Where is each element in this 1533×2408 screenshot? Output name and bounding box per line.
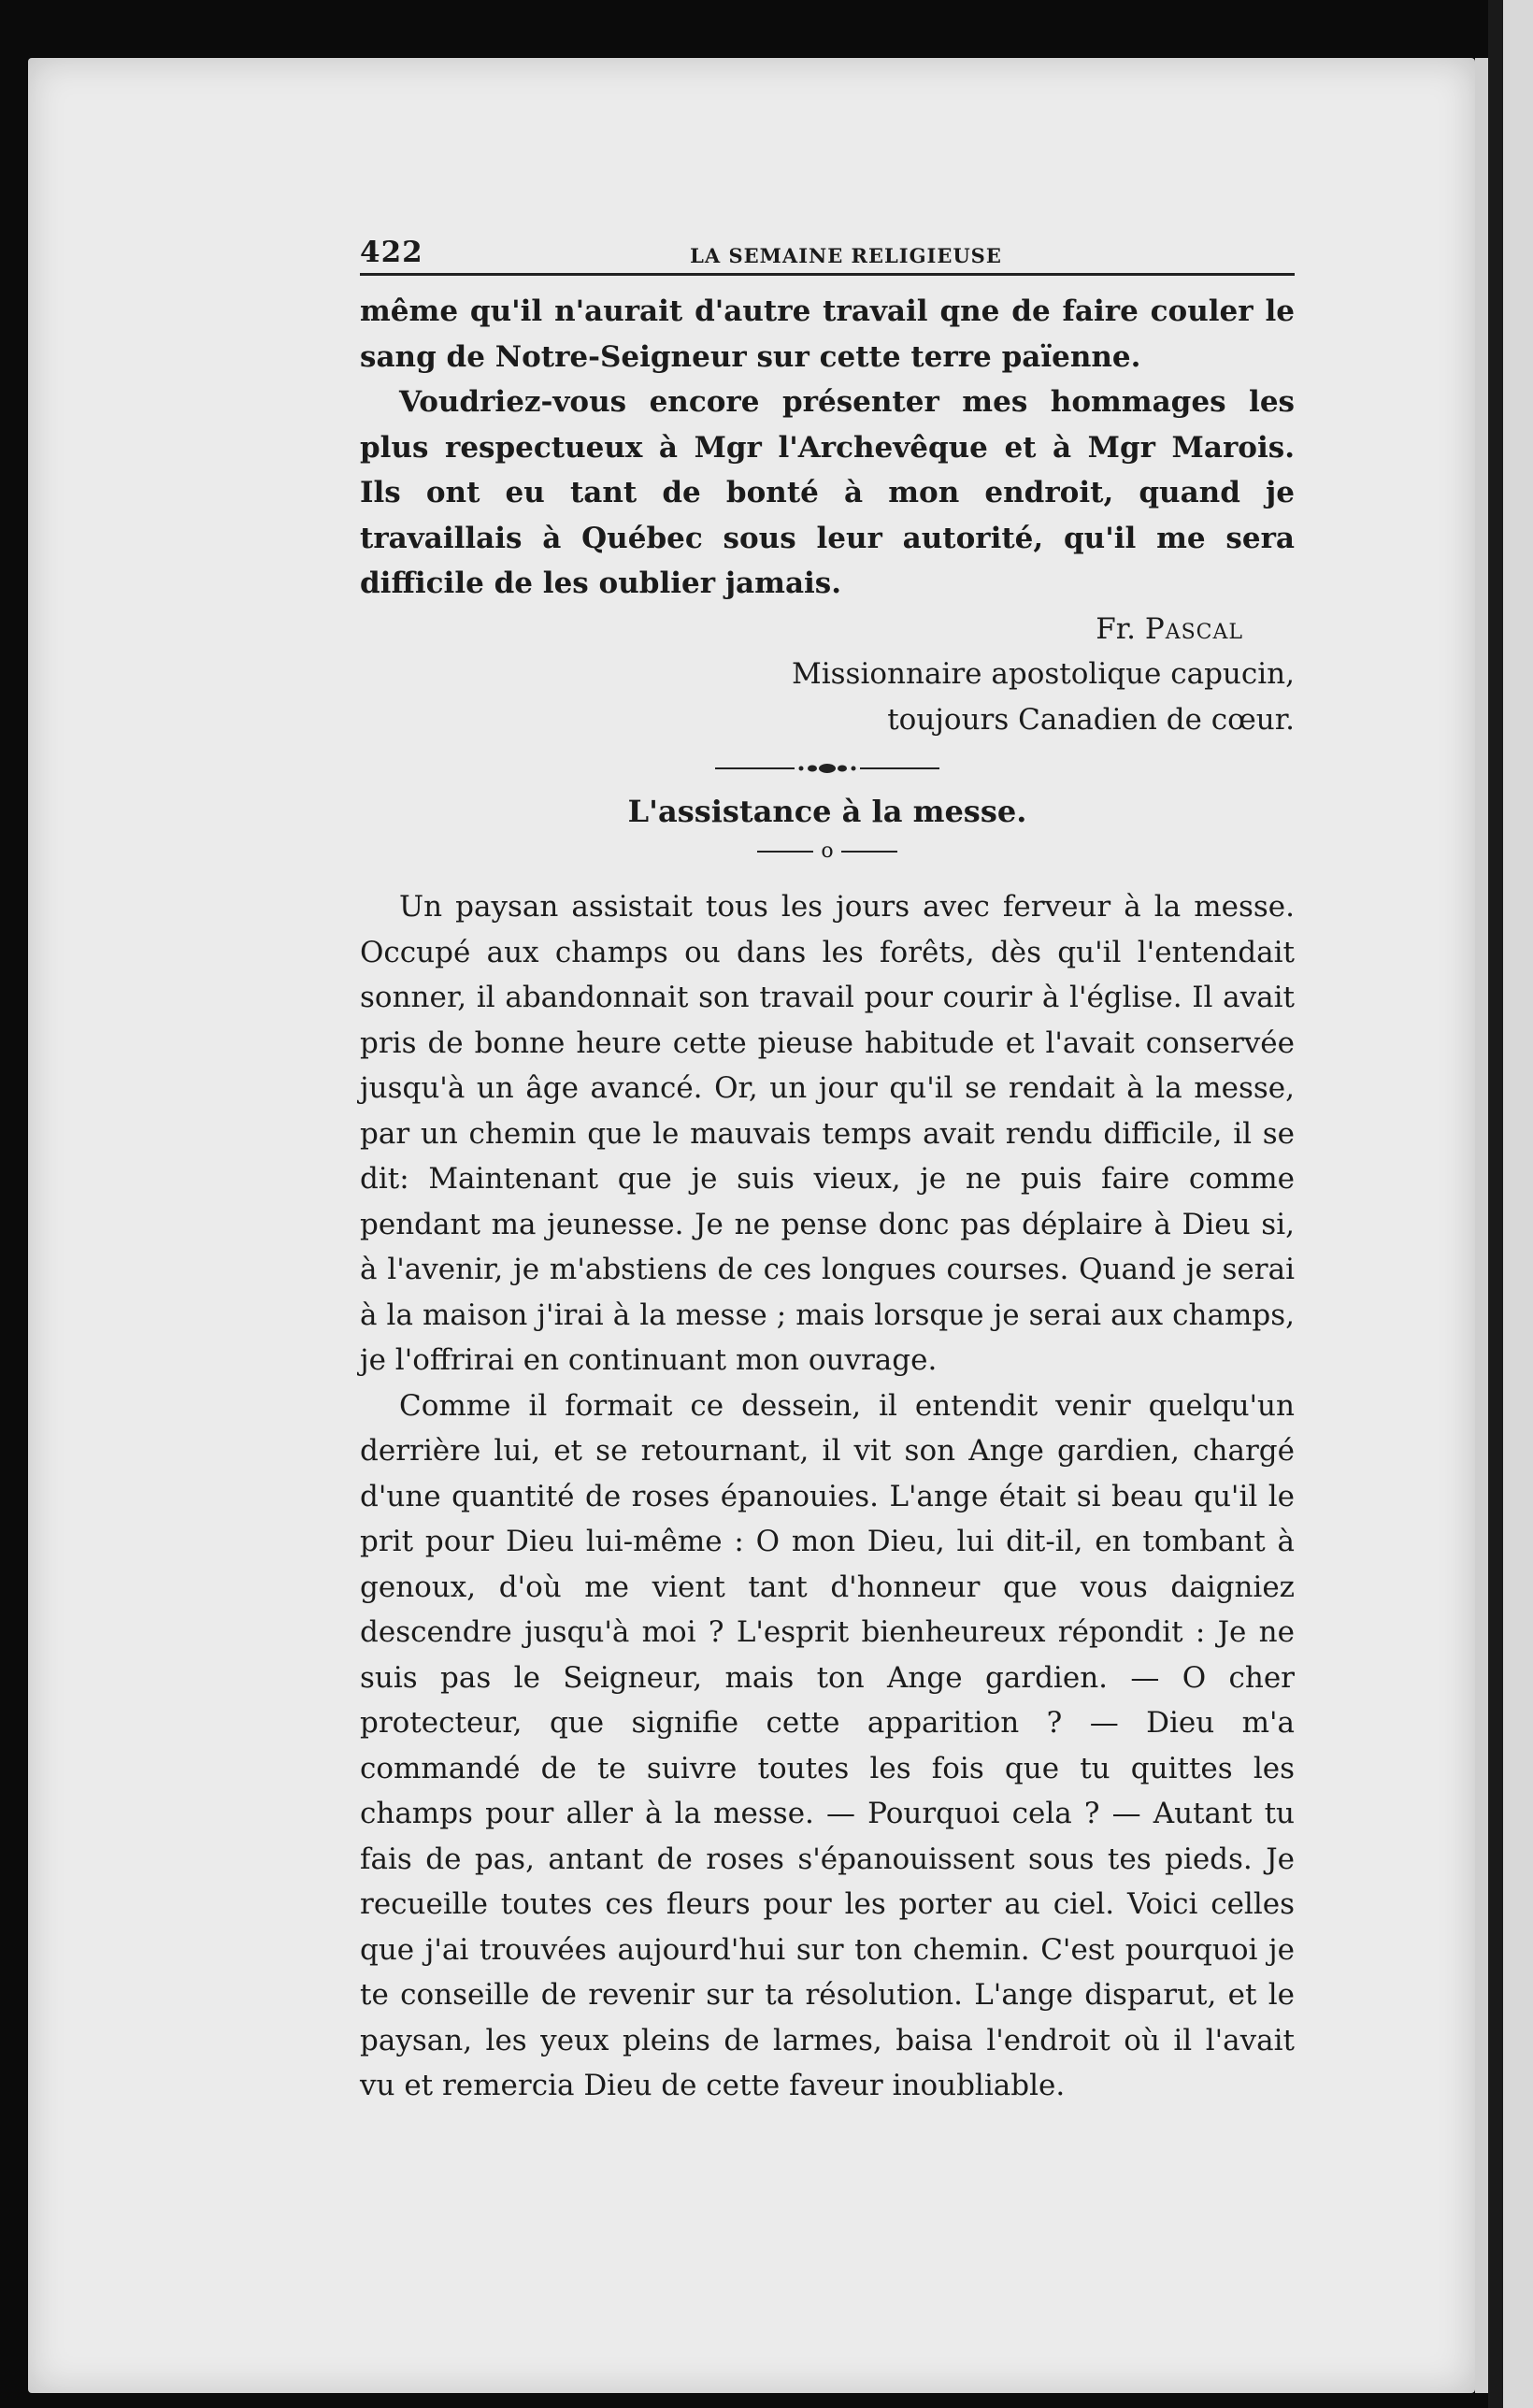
signature-name [360, 607, 1295, 652]
article-title: L'assistance à la messe. [627, 794, 1027, 829]
letter-paragraph: même qu'il n'aurait d'autre travail qne de faire couler le sang de Notre-Seigneur sur cette terre païenne. [360, 294, 1295, 374]
page-content [360, 234, 1295, 2109]
signature-subline: toujours Canadien de cœur. [887, 702, 1295, 737]
article-body [360, 884, 1295, 2109]
title-mark: o [821, 839, 834, 863]
signature-prefix: Fr. [1096, 611, 1136, 646]
section-ornament [715, 759, 939, 778]
letter-paragraph: Voudriez-vous encore présenter mes hommages les plus respectueux à Mgr l'Archevêque et à Mgr Marois. Ils ont eu tant de bonté à mon endroit, quand je travaillais à Québec sous leur autorité, qu'il me sera difficile de les oublier jamais. [360, 385, 1295, 600]
signature-role: Missionnaire apostolique capucin, [791, 657, 1295, 691]
rule-dash-right [841, 851, 897, 853]
page-header [360, 234, 1295, 276]
article-paragraph: Un paysan assistait tous les jours avec ferveur à la messe. Occupé aux champs ou dans les forêts, dès qu'il l'entendait sonner, il abandonnait son travail pour courir à l'église. Il avait pris de bonne heure cette pieuse habitude et l'avait conservée jusqu'à un âge avancé. Or, un jour qu'il se rendait à la messe, par un chemin que le mauvais temps avait rendu difficile, il se dit: Maintenant que je suis vieux, je ne puis faire comme pendant ma jeunesse. Je ne pense donc pas déplaire à Dieu si, à l'avenir, je m'abstiens de ces longues courses. Quand je serai à la maison j'irai à la messe ; mais lorsque je serai aux champs, je l'offrirai en continuant mon ouvrage. [360, 890, 1295, 1377]
title-rule [360, 838, 1295, 866]
running-head: LA SEMAINE RELIGIEUSE [690, 244, 1002, 267]
page-number: 422 [360, 236, 423, 269]
rule-dash-left [757, 851, 813, 853]
next-page-edge [1503, 0, 1533, 2408]
signature-surname: Pascal [1144, 611, 1243, 646]
page-edge [1475, 58, 1488, 2393]
article-paragraph: Comme il formait ce dessein, il entendit venir quelqu'un derrière lui, et se retournant, il vit son Ange gardien, chargé d'une quantité de roses épanouies. L'ange était si beau qu'il le prit pour Dieu lui-même : O mon Dieu, lui dit-il, en tombant à genoux, d'où me vient tant d'honneur que vous daigniez descendre jusqu'à moi ? L'esprit bienheureux répondit : Je ne suis pas le Seigneur, mais ton Ange gardien. — O cher protecteur, que signifie cette apparition ? — Dieu m'a commandé de te suivre toutes les fois que tu quittes les champs pour aller à la messe. — Pourquoi cela ? — Autant tu fais de pas, antant de roses s'épanouissent sous tes pieds. Je recueille toutes ces fleurs pour les porter au ciel. Voici celles que j'ai trouvées aujourd'hui sur ton chemin. C'est pourquoi je te conseille de revenir sur ta résolution. L'ange disparut, et le paysan, les yeux pleins de larmes, baisa l'endroit où il l'avait vu et remercia Dieu de cette faveur inoubliable. [360, 1388, 1295, 2102]
